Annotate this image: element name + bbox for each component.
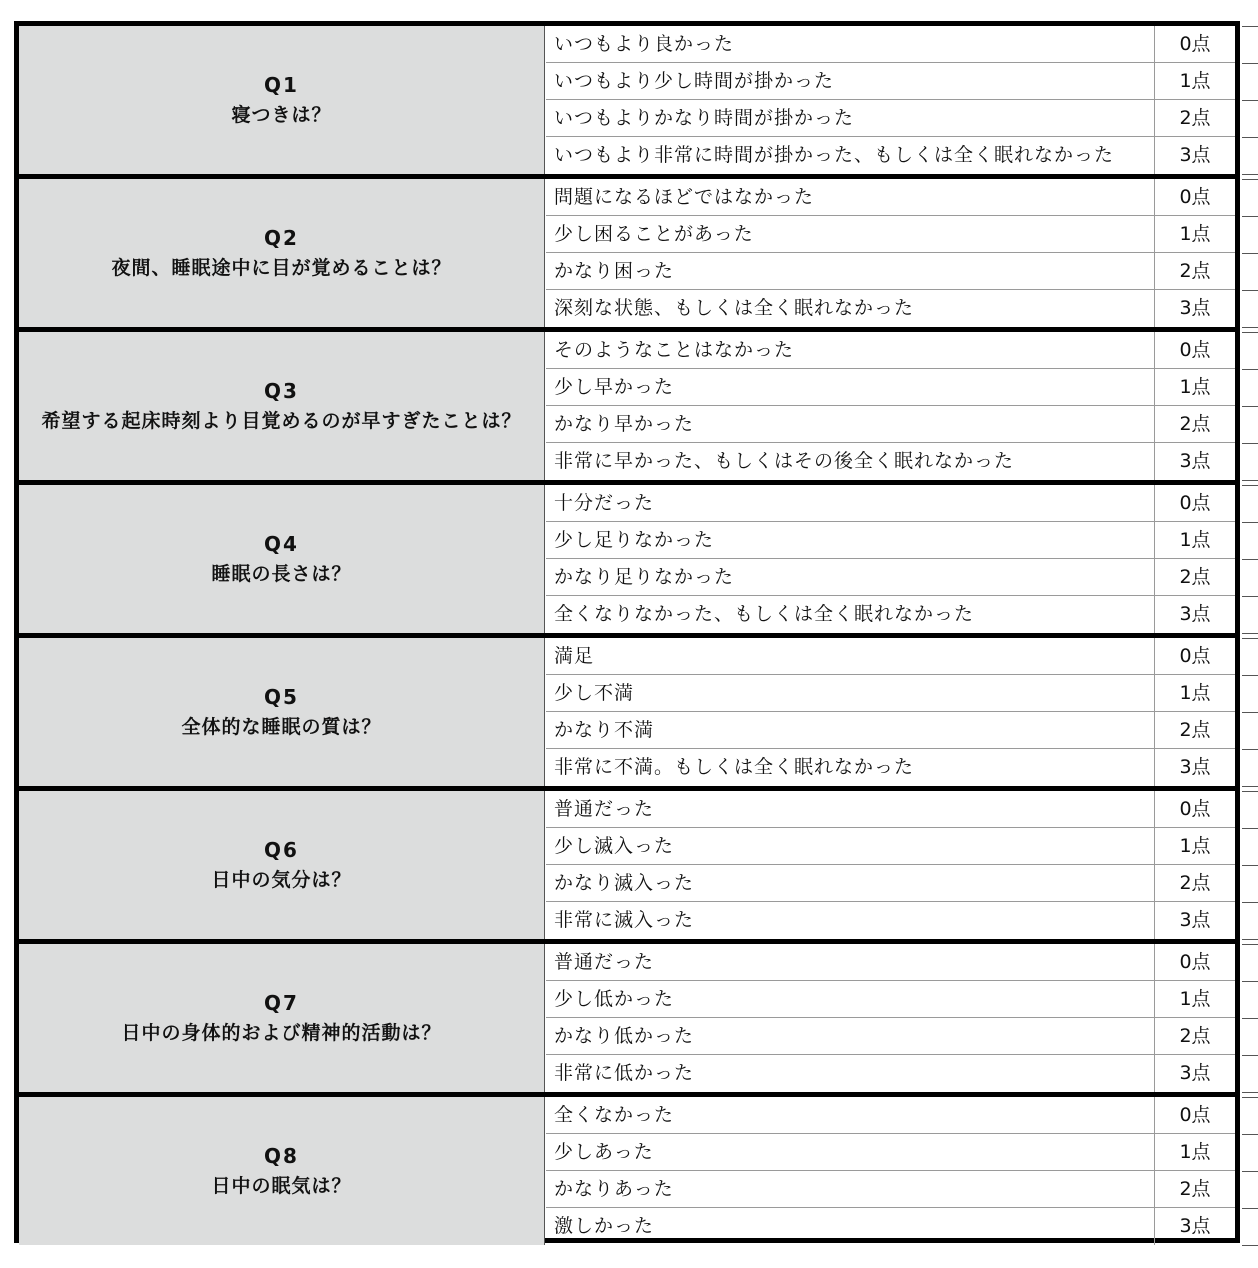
question-block-4 — [19, 485, 1235, 633]
answer-row — [546, 791, 1235, 828]
edge-rule — [1242, 1245, 1258, 1246]
answer-label: 全くなりなかった、もしくは全く眠れなかった — [554, 603, 975, 625]
answer-row — [546, 1018, 1235, 1055]
answer-label: 激しかった — [554, 1215, 655, 1237]
answer-label: かなり足りなかった — [554, 566, 735, 588]
edge-rule — [1242, 522, 1258, 523]
answer-score: 2点 — [1154, 865, 1235, 902]
answer-row — [546, 749, 1235, 786]
question-number: Q3 — [264, 379, 299, 403]
answer-row — [546, 1097, 1235, 1134]
answer-label: いつもよりかなり時間が掛かった — [554, 107, 855, 129]
answer-row — [546, 369, 1235, 406]
answer-row — [546, 485, 1235, 522]
answer-score: 3点 — [1154, 137, 1235, 174]
edge-rule — [1242, 638, 1258, 639]
edge-rule — [1242, 174, 1258, 175]
answer-row — [546, 638, 1235, 675]
answer-score: 2点 — [1154, 253, 1235, 290]
edge-rule — [1242, 1018, 1258, 1019]
question-cell — [19, 179, 545, 327]
edge-rule — [1242, 828, 1258, 829]
edge-rule — [1242, 485, 1258, 486]
answer-row — [546, 137, 1235, 174]
edge-rule — [1242, 26, 1258, 27]
edge-rule — [1242, 865, 1258, 866]
answer-label: 普通だった — [554, 798, 655, 820]
answer-score: 0点 — [1154, 26, 1235, 63]
answer-label: 少し足りなかった — [554, 529, 715, 551]
answer-row — [546, 290, 1235, 327]
answer-label: いつもより良かった — [554, 33, 735, 55]
edge-rule — [1242, 981, 1258, 982]
answer-label: かなり低かった — [554, 1025, 695, 1047]
question-cell — [19, 332, 545, 480]
answer-row — [546, 944, 1235, 981]
answer-score: 0点 — [1154, 638, 1235, 675]
answer-row — [546, 981, 1235, 1018]
answer-label: 少し滅入った — [554, 835, 675, 857]
edge-rule — [1242, 944, 1258, 945]
edge-rule — [1242, 179, 1258, 180]
edge-rule — [1242, 1134, 1258, 1135]
question-block-5 — [19, 638, 1235, 786]
answer-label: かなり不満 — [554, 719, 655, 741]
edge-rule — [1242, 253, 1258, 254]
question-number: Q7 — [264, 991, 299, 1015]
answer-row — [546, 443, 1235, 480]
answer-score: 1点 — [1154, 828, 1235, 865]
answer-score: 1点 — [1154, 522, 1235, 559]
answer-label: かなり早かった — [554, 413, 695, 435]
answer-score: 2点 — [1154, 1171, 1235, 1208]
answer-row — [546, 675, 1235, 712]
edge-rule — [1242, 137, 1258, 138]
answer-row — [546, 1055, 1235, 1092]
answer-score: 2点 — [1154, 712, 1235, 749]
answer-label: 少し低かった — [554, 988, 675, 1010]
answer-row — [546, 1208, 1235, 1245]
answer-score: 0点 — [1154, 1097, 1235, 1134]
question-text: 全体的な睡眠の質は？ — [181, 716, 382, 738]
question-cell — [19, 485, 545, 633]
question-cell — [19, 26, 545, 174]
answer-row — [546, 179, 1235, 216]
answer-label: 少し困ることがあった — [554, 223, 754, 245]
question-cell — [19, 638, 545, 786]
question-cell — [19, 791, 545, 939]
edge-rule — [1242, 939, 1258, 940]
answer-score: 2点 — [1154, 559, 1235, 596]
edge-rule — [1242, 791, 1258, 792]
answer-label: 少しあった — [554, 1141, 654, 1163]
edge-rule — [1242, 369, 1258, 370]
question-number: Q6 — [264, 838, 299, 862]
edge-rule — [1242, 786, 1258, 787]
question-text: 日中の気分は？ — [211, 869, 352, 891]
answer-score: 3点 — [1154, 443, 1235, 480]
answer-score: 3点 — [1154, 596, 1235, 633]
answer-label: かなりあった — [554, 1178, 674, 1200]
question-text: 寝つきは？ — [231, 104, 332, 126]
answer-score: 3点 — [1154, 902, 1235, 939]
question-block-7 — [19, 944, 1235, 1092]
answer-label: そのようなことはなかった — [554, 339, 795, 361]
answer-row — [546, 216, 1235, 253]
answer-score: 1点 — [1154, 63, 1235, 100]
answer-row — [546, 522, 1235, 559]
question-number: Q5 — [264, 685, 299, 709]
edge-rule — [1242, 327, 1258, 328]
answer-score: 0点 — [1154, 791, 1235, 828]
answer-label: 問題になるほどではなかった — [554, 186, 815, 208]
answer-score: 0点 — [1154, 179, 1235, 216]
edge-rule — [1242, 100, 1258, 101]
edge-rule — [1242, 749, 1258, 750]
answer-row — [546, 828, 1235, 865]
answer-label: かなり滅入った — [554, 872, 695, 894]
edge-rule — [1242, 480, 1258, 481]
answer-row — [546, 596, 1235, 633]
answer-row — [546, 559, 1235, 596]
answer-label: 深刻な状態、もしくは全く眠れなかった — [554, 297, 915, 319]
edge-rule — [1242, 1092, 1258, 1093]
answer-label: 非常に不満。もしくは全く眠れなかった — [554, 756, 915, 778]
answer-label: 非常に滅入った — [554, 909, 695, 931]
answer-row — [546, 26, 1235, 63]
edge-rule — [1242, 406, 1258, 407]
question-block-3 — [19, 332, 1235, 480]
question-text: 希望する起床時刻より目覚めるのが早すぎたことは？ — [41, 410, 522, 432]
question-block-2 — [19, 179, 1235, 327]
answer-label: 少し不満 — [554, 682, 635, 704]
answer-label: 普通だった — [554, 951, 655, 973]
answer-row — [546, 332, 1235, 369]
question-number: Q8 — [264, 1144, 299, 1168]
edge-rule — [1242, 332, 1258, 333]
edge-rule — [1242, 633, 1258, 634]
edge-rule — [1242, 902, 1258, 903]
answer-label: 少し早かった — [554, 376, 675, 398]
answer-score: 3点 — [1154, 1055, 1235, 1092]
answer-score: 1点 — [1154, 981, 1235, 1018]
answer-score: 3点 — [1154, 290, 1235, 327]
answer-row — [546, 902, 1235, 939]
edge-rule — [1242, 712, 1258, 713]
answer-score: 2点 — [1154, 1018, 1235, 1055]
question-text: 睡眠の長さは？ — [211, 563, 352, 585]
answer-label: 満足 — [554, 645, 595, 667]
edge-rule — [1242, 63, 1258, 64]
answer-score: 1点 — [1154, 675, 1235, 712]
edge-rule — [1242, 1171, 1258, 1172]
answer-score: 2点 — [1154, 406, 1235, 443]
answer-score: 2点 — [1154, 100, 1235, 137]
question-cell — [19, 1097, 545, 1245]
answer-row — [546, 253, 1235, 290]
answer-score: 1点 — [1154, 216, 1235, 253]
answer-row — [546, 1134, 1235, 1171]
answer-label: いつもより少し時間が掛かった — [554, 70, 835, 92]
edge-rule — [1242, 290, 1258, 291]
answer-label: かなり困った — [554, 260, 675, 282]
edge-rule — [1242, 443, 1258, 444]
edge-rule — [1242, 675, 1258, 676]
edge-rule — [1242, 559, 1258, 560]
answer-label: いつもより非常に時間が掛かった、もしくは全く眠れなかった — [554, 144, 1115, 166]
answer-label: 非常に早かった、もしくはその後全く眠れなかった — [554, 450, 1015, 472]
answer-row — [546, 865, 1235, 902]
edge-rule — [1242, 216, 1258, 217]
sleep-questionnaire-table — [14, 21, 1240, 1243]
question-block-6 — [19, 791, 1235, 939]
answer-score: 0点 — [1154, 485, 1235, 522]
answer-label: 全くなかった — [554, 1104, 675, 1126]
edge-rule — [1242, 596, 1258, 597]
question-block-1 — [19, 26, 1235, 174]
edge-rule — [1242, 1055, 1258, 1056]
answer-label: 非常に低かった — [554, 1062, 695, 1084]
answer-row — [546, 100, 1235, 137]
answer-score: 0点 — [1154, 944, 1235, 981]
answer-score: 3点 — [1154, 1208, 1235, 1245]
answer-row — [546, 712, 1235, 749]
answer-score: 1点 — [1154, 1134, 1235, 1171]
edge-rule — [1242, 1208, 1258, 1209]
answer-label: 十分だった — [554, 492, 655, 514]
answer-score: 1点 — [1154, 369, 1235, 406]
question-text: 日中の身体的および精神的活動は？ — [121, 1022, 442, 1044]
edge-rule — [1242, 1097, 1258, 1098]
question-block-8 — [19, 1097, 1235, 1245]
question-text: 夜間、睡眠途中に目が覚めることは？ — [111, 257, 452, 279]
answer-row — [546, 406, 1235, 443]
question-text: 日中の眠気は？ — [211, 1175, 352, 1197]
question-cell — [19, 944, 545, 1092]
question-number: Q1 — [264, 73, 299, 97]
question-number: Q2 — [264, 226, 299, 250]
answer-score: 3点 — [1154, 749, 1235, 786]
answer-row — [546, 63, 1235, 100]
question-number: Q4 — [264, 532, 299, 556]
answer-score: 0点 — [1154, 332, 1235, 369]
answer-row — [546, 1171, 1235, 1208]
